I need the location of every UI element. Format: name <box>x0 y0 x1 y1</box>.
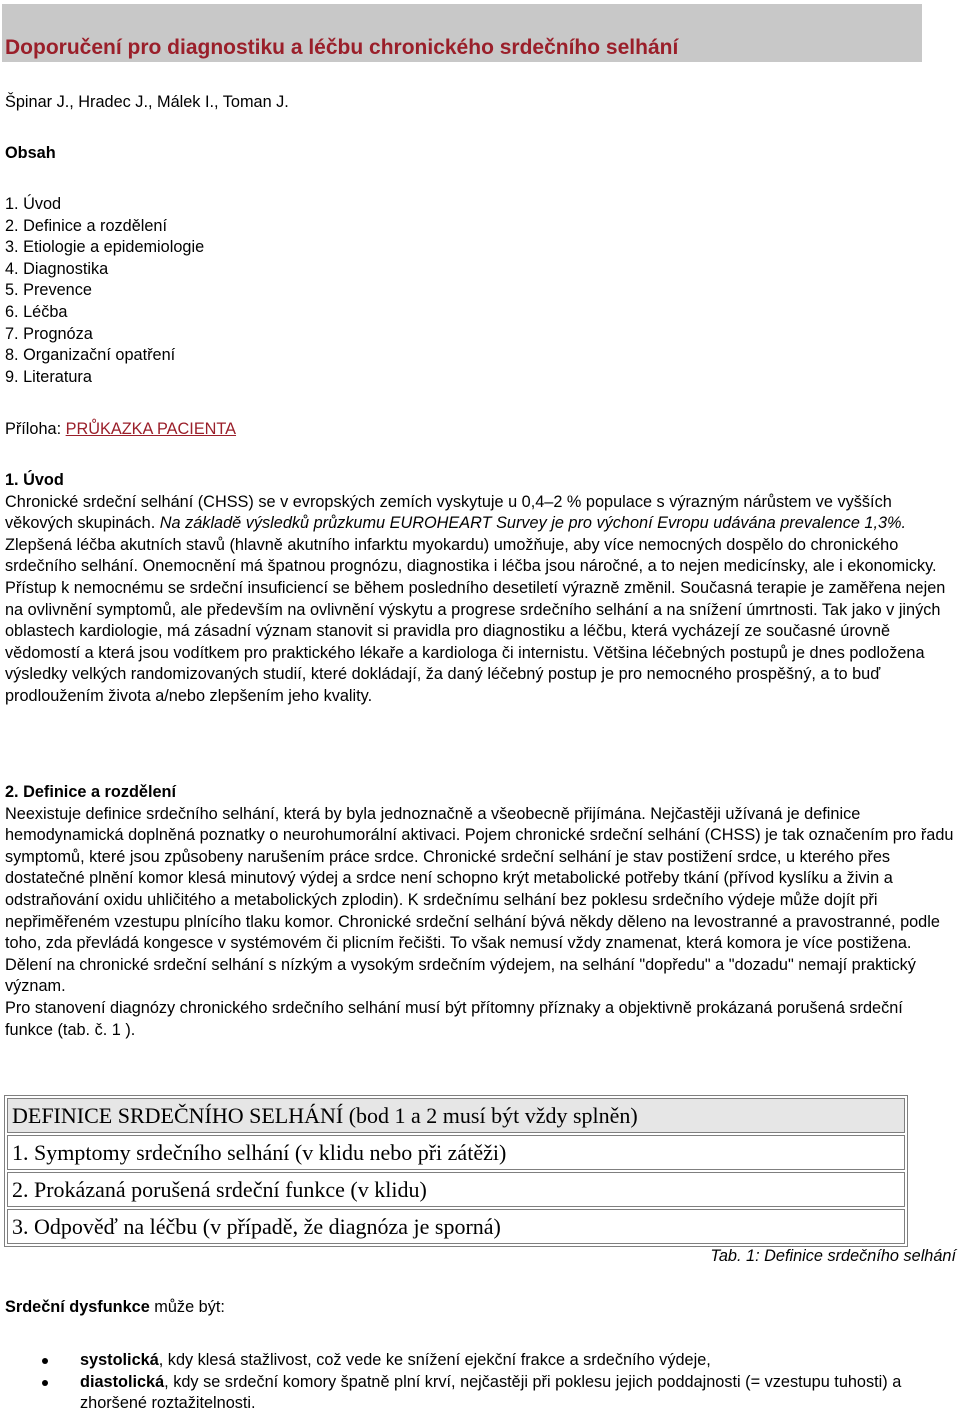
text-run: Zlepšená léčba akutních stavů (hlavně akutního infarktu myokardu) umožňuje, aby více nemocných dospělo do chronického srdečního selhání. Onemocnění má špatnou prognózu, diagnostika i léčba jsou náročné, a to nejen medicínsky, ale i ekonomicky. <box>5 535 937 576</box>
paragraph: Neexistuje definice srdečního selhání, která by byla jednoznačně a všeobecně přijímána. Nejčastěji užívaná je definice hemodynamická doplněná poznatky o neurohumorální aktivaci. Pojem chronické srdeční selhání (CHSS) je tak označením pro řadu symptomů, které jsou způsobeny narušením práce srdce. Chronické srdeční selhání je stav postižení srdce, u kterého přes dostatečné plnění komor klesá minutový výdej a srdce není schopno krýt metabolické potřeby tkání (přívod kyslíku a živin a odstraňování oxidu uhličitého a metabolických zplodin). K srdečnímu selhání bez poklesu srdečního výdeje může dojít při nepřiměřeném vzestupu plnícího tlaku komor. Chronické srdeční selhání bývá někdy děleno na levostranné a pravostranné, podle toho, zda převládá kongesce v systémovém či plicním řečišti. To však nemusí vždy znamenat, která komora je více postižena. Dělení na chronické srdeční selhání s nízkým a vysokým srdečním výdejem, na selhání "dopředu" a "dozadu" nemají praktický význam. <box>5 804 954 996</box>
bold-run: systolická <box>80 1351 159 1369</box>
table-cell: 3. Odpověď na léčbu (v případě, že diagnóza je sporná) <box>7 1209 905 1244</box>
patient-card-link[interactable]: PRŮKAZKA PACIENTA <box>65 420 237 438</box>
paragraph: Přístup k nemocnému se srdeční insuficiencí se během posledního desetiletí výrazně změnil. Současná terapie je zaměřena nejen na ovlivnění symptomů, ale především na ovlivnění výskytu a progrese srdečního selhání a na snížení úmrtnosti. Tak jako v jiných oblastech kardiologie, má zásadní význam stanovit si pravidla pro diagnostiku a léčbu, která vycházejí ze současné úrovně vědomostí a která jsou vodítkem pro praktického lékaře a kardiologa či internistu. Většina léčebných postupů je dnes podložena výsledky velkých randomizovaných studií, které dokládají, ža daný léčebný postup je pro nemocného prospěšný, a to buď prodloužením života a/nebo zlepšením jeho kvality. <box>5 578 946 705</box>
italic-run: Na základě výsledků průzkumu EUROHEART Survey je pro výchoní Evropu udávána prevalence 1,3%. <box>159 514 907 533</box>
toc-item[interactable]: 7. Prognóza <box>5 324 93 343</box>
toc-item[interactable]: 4. Diagnostika <box>5 259 109 278</box>
table-of-contents <box>5 194 955 388</box>
text-run: může být: <box>149 1298 225 1316</box>
attachment-line <box>5 419 955 441</box>
bold-run: diastolická <box>80 1372 165 1391</box>
table-cell: 2. Prokázaná porušená srdeční funkce (v klidu) <box>7 1172 905 1207</box>
dysfunction-list <box>5 1350 955 1415</box>
toc-item[interactable]: 1. Úvod <box>5 195 62 213</box>
section-definition <box>5 782 955 1041</box>
toc-item[interactable]: 8. Organizační opatření <box>5 346 176 365</box>
document-title: Doporučení pro diagnostiku a léčbu chronického srdečního selhání <box>5 36 679 59</box>
section-intro <box>5 470 955 708</box>
attachment-label: Příloha: <box>5 420 66 438</box>
toc-item[interactable]: 6. Léčba <box>5 302 68 321</box>
authors: Špinar J., Hradec J., Málek I., Toman J. <box>5 93 289 111</box>
toc-item[interactable]: 3. Etiologie a epidemiologie <box>5 238 205 257</box>
bold-run: Srdeční dysfunkce <box>5 1298 150 1316</box>
dysfunction-intro <box>5 1297 955 1319</box>
list-item <box>5 1372 955 1415</box>
section-heading: 2. Definice a rozdělení <box>5 783 177 801</box>
table-cell: 1. Symptomy srdečního selhání (v klidu nebo při zátěži) <box>7 1135 905 1170</box>
text-run: , kdy klesá stažlivost, což vede ke snížení ejekční frakce a srdečního výdeje, <box>158 1351 711 1369</box>
text-run: Chronické srdeční selhání (CHSS) se v evropských zemích vyskytuje u 0,4–2 % populace s výrazným nárůstem ve vyšších věkových skupinách. <box>5 492 892 533</box>
section-heading: 1. Úvod <box>5 471 64 489</box>
paragraph: Pro stanovení diagnózy chronického srdečního selhání musí být přítomny příznaky a objektivně prokázaná porušená srdeční funkce (tab. č. 1 ). <box>5 998 903 1039</box>
toc-item[interactable]: 2. Definice a rozdělení <box>5 216 168 235</box>
table-header-cell: DEFINICE SRDEČNÍHO SELHÁNÍ (bod 1 a 2 musí být vždy splněn) <box>7 1098 905 1133</box>
paragraph <box>5 492 955 578</box>
toc-heading: Obsah <box>5 144 56 162</box>
toc-item[interactable]: 9. Literatura <box>5 367 92 386</box>
text-run: , kdy se srdeční komory špatně plní krví, nejčastěji při poklesu jejich poddajnosti (= vzestupu tuhosti) a zhoršené roztažitelnosti. <box>80 1372 902 1413</box>
toc-item[interactable]: 5. Prevence <box>5 281 92 300</box>
list-item <box>5 1350 955 1372</box>
table-caption: Tab. 1: Definice srdečního selhání <box>710 1247 956 1265</box>
definition-table <box>4 1095 908 1247</box>
